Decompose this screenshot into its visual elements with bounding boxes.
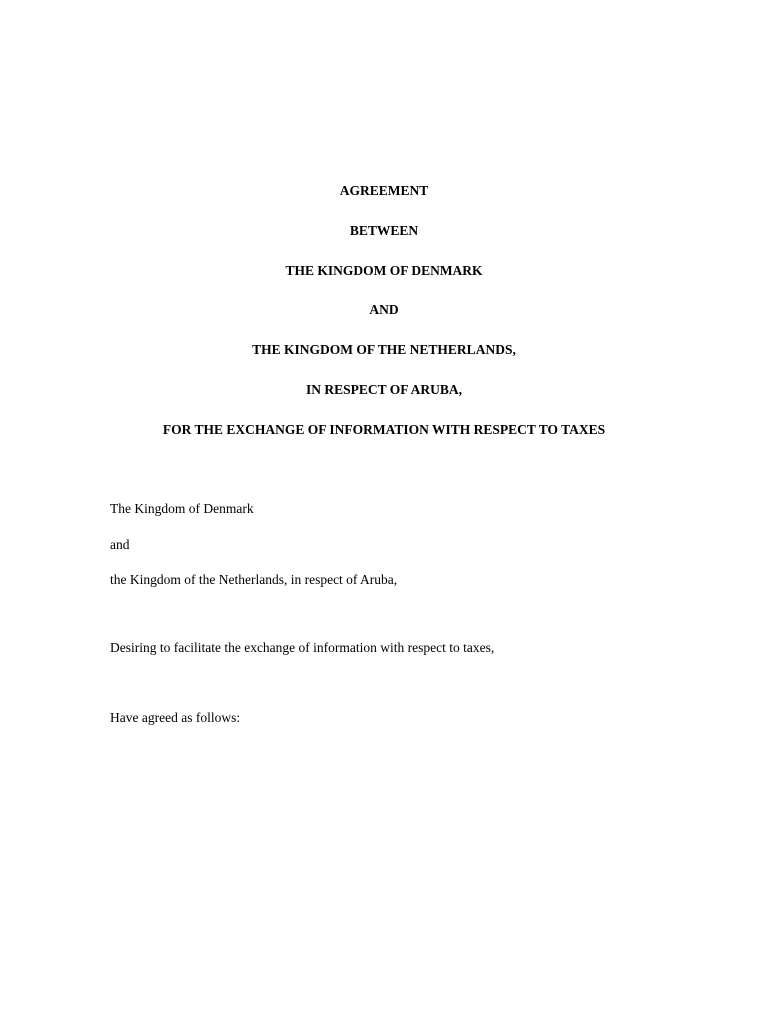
title-and: AND [369, 302, 399, 317]
title-party-denmark: THE KINGDOM OF DENMARK [285, 263, 483, 278]
preamble-agreement: Have agreed as follows: [110, 710, 241, 725]
title-purpose: FOR THE EXCHANGE OF INFORMATION WITH RESPECT TO TAXES [162, 422, 606, 437]
preamble-party-2: the Kingdom of the Netherlands, in respect of Aruba, [110, 572, 398, 587]
title-between: BETWEEN [349, 223, 419, 238]
title-agreement: AGREEMENT [339, 183, 429, 198]
title-party-netherlands: THE KINGDOM OF THE NETHERLANDS, [252, 342, 516, 357]
preamble-desire: Desiring to facilitate the exchange of information with respect to taxes, [110, 640, 495, 655]
title-in-respect-of-aruba: IN RESPECT OF ARUBA, [305, 382, 463, 397]
preamble-conjunction: and [110, 537, 130, 552]
preamble-party-1: The Kingdom of Denmark [110, 501, 254, 516]
